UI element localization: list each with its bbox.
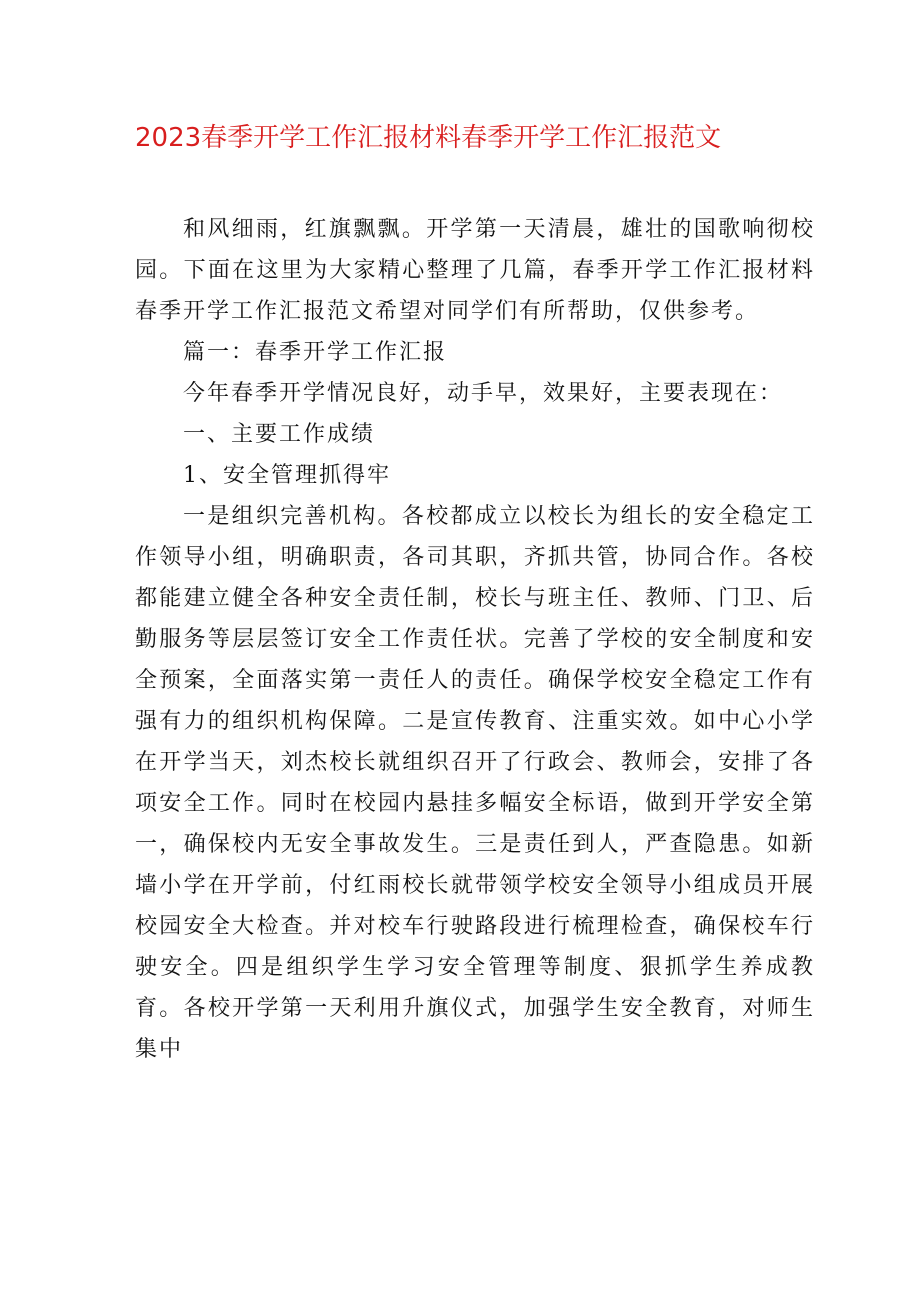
overview-paragraph: 今年春季开学情况良好，动手早，效果好，主要表现在： — [183, 381, 784, 406]
subsection-heading-safety: 1、安全管理抓得牢 — [183, 463, 391, 488]
safety-paragraph: 一是组织完善机构。各校都成立以校长为组长的安全稳定工作领导小组，明确职责，各司其职，齐抓共管，协同合作。各校都能建立健全各种安全责任制，校长与班主任、教师、门卫、后勤服务等层层签订安全工作责任状。完善了学校的安全制度和安全预案，全面落实第一责任人的责任。确保学校安全稳定工作有强有力的组织机构保障。二是宣传教育、注重实效。如中心小学在开学当天，刘杰校长就组织召开了行政会、教师会，安排了各项安全工作。同时在校园内悬挂多幅安全标语，做到开学安全第一，确保校内无安全事故发生。三是责任到人，严查隐患。如新墙小学在开学前，付红雨校长就带领学校安全领导小组成员开展校园安全大检查。并对校车行驶路段进行梳理检查，确保校车行驶安全。四是组织学生学习安全管理等制度、狠抓学生养成教育。各校开学第一天利用升旗仪式，加强学生安全教育，对师生集中 — [135, 504, 815, 1062]
intro-paragraph: 和风细雨，红旗飘飘。开学第一天清晨，雄壮的国歌响彻校园。下面在这里为大家精心整理了几篇，春季开学工作汇报材料春季开学工作汇报范文希望对同学们有所帮助，仅供参考。 — [135, 217, 815, 324]
document-body — [135, 209, 815, 1070]
section-heading-part-one: 篇一：春季开学工作汇报 — [183, 340, 448, 365]
document-title: 2023春季开学工作汇报材料春季开学工作汇报范文 — [135, 123, 722, 153]
section-heading-achievements: 一、主要工作成绩 — [183, 422, 376, 447]
